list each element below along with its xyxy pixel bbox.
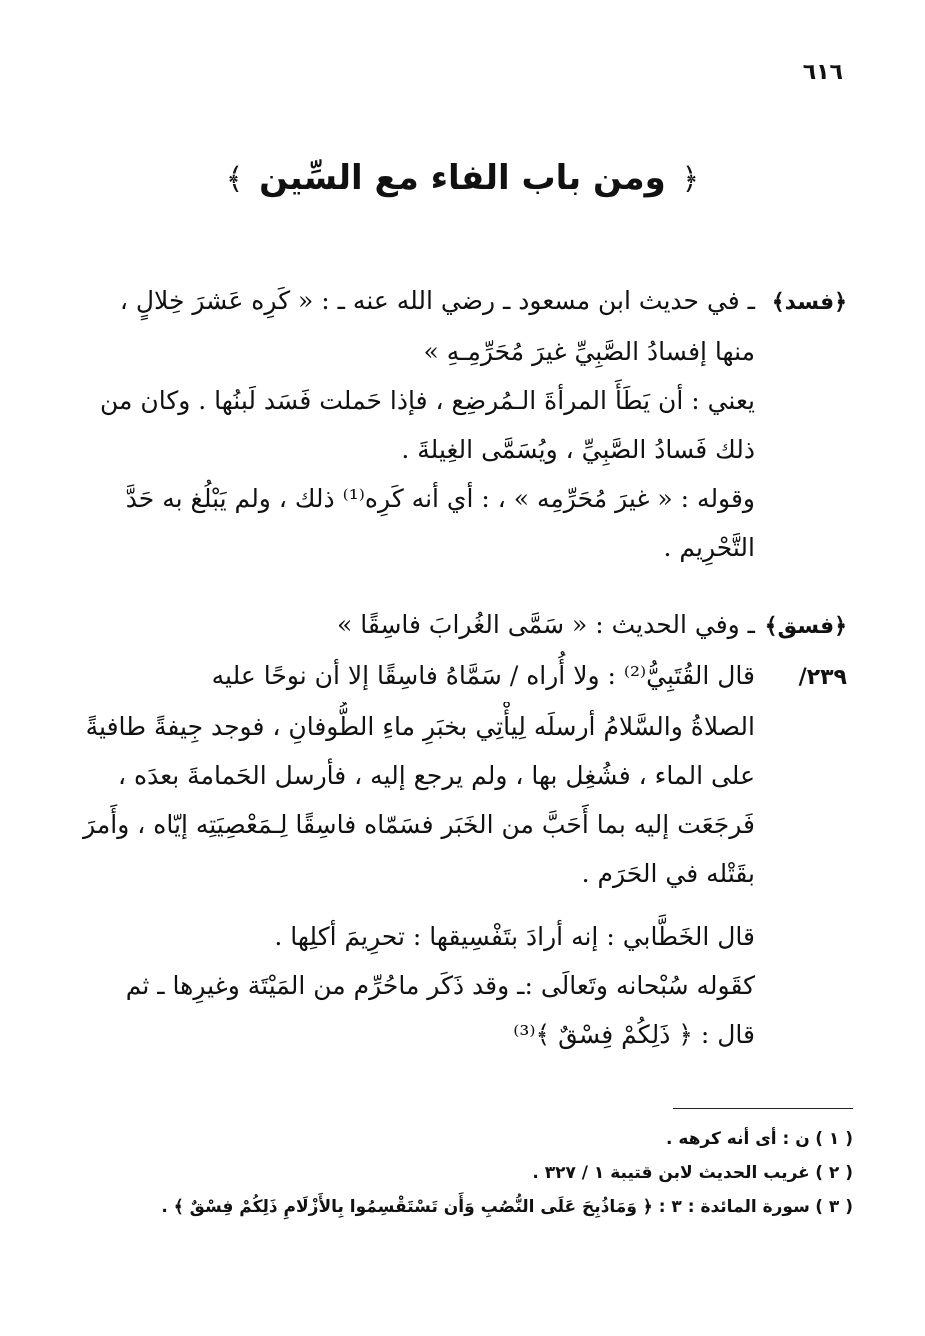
entry-line: منها إفسادُ الصَّبِيِّ غيرَ مُحَرِّمِـهِ » (423, 337, 755, 366)
text-line (77, 327, 847, 376)
text-line (77, 376, 847, 425)
text-line (77, 425, 847, 474)
page-number: ٦١٦ (802, 60, 843, 85)
footnote-number: ( ٣ ) (815, 1197, 853, 1217)
text-line (77, 474, 847, 523)
footnote (73, 1190, 853, 1224)
entry-keyword: ﴿فسد﴾ (771, 290, 847, 315)
text-line (77, 523, 847, 572)
chapter-title-text: ومن باب الفاء مع السِّين (259, 158, 666, 198)
text-line (77, 849, 847, 898)
text-line (77, 800, 847, 849)
folio-marker: ٢٣٩/ (798, 665, 847, 690)
entry-keyword: ﴿فسق﴾ (764, 614, 847, 639)
footnote-divider (673, 1108, 853, 1109)
entry-line: على الماء ، فشُغِل بها ، ولم يرجع إليه ، فأرسل الحَمامةَ بعدَه ، (117, 761, 755, 790)
ornament-open: ﴿ (681, 162, 700, 197)
entry-line: ـ وفي الحديث : « سَمَّى الغُرابَ فاسِقًا » (336, 610, 755, 639)
text-line (77, 751, 847, 800)
entry-line: ـ في حديث ابن مسعود ـ رضي الله عنه ـ : « كَرِه عَشرَ خِلالٍ ، (119, 286, 755, 315)
entry-line: قال القُتَبِيُّ⁽²⁾ : ولا أُراه / سَمَّاهُ فاسِقًا إلا أن نوحًا عليه (211, 661, 755, 690)
ornament-close: ﴾ (225, 162, 244, 197)
footnotes (73, 1122, 853, 1224)
footnote-number: ( ١ ) (815, 1129, 853, 1149)
footnote (73, 1122, 853, 1156)
entry-line: كقَوله سُبْحانه وتَعالَى :ـ وقد ذَكَر ماحُرِّم من المَيْتَة وغيرِها ـ ثم (125, 971, 755, 1000)
footnote (73, 1156, 853, 1190)
footnote-text: ن : أى أنه كرهه . (665, 1129, 810, 1149)
entry-line: التَّحْرِيم . (663, 533, 755, 562)
text-line (77, 961, 847, 1010)
entry-line: فَرجَعَت إليه بما أَحَبَّ من الخَبَر فسَمّاه فاسِقًا لِـمَعْصِيَتِه إيّاه ، وأَمرَ (83, 810, 755, 839)
text-line (77, 1010, 847, 1059)
entry-line: يعني : أن يَطَأَ المرأةَ الـمُرضِع ، فإذا حَملت فَسَد لَبنُها . وكان من (99, 386, 755, 415)
footnote-text: غريب الحديث لابن قتيبة ١ / ٣٢٧ . (532, 1163, 810, 1183)
entry-line: بقَتْله في الحَرَم . (581, 859, 755, 888)
text-line (77, 702, 847, 751)
entry-line: قال الخَطَّابي : إنه أرادَ بتَفْسِيقها : تحرِيمَ أكلِها . (274, 922, 755, 951)
text-line (77, 276, 847, 327)
text-line (77, 912, 847, 961)
text-line (77, 651, 847, 702)
entry-fasad (77, 276, 847, 572)
footnote-number: ( ٢ ) (815, 1163, 853, 1183)
footnote-text: سورة المائدة : ٣ : ﴿ وَمَاذُبِحَ عَلَى النُّصُبِ وَأَن تَسْتَقْسِمُوا بِالأَزْلَامِ ذَلِكُمْ فِسْقٌ ﴾ . (161, 1197, 810, 1217)
entry-line: الصلاةُ والسَّلامُ أرسلَه لِيأْتِي بخبَرِ ماءِ الطُّوفانِ ، فوجد جِيفةً طافيةً (85, 712, 755, 741)
entry-line: ذلك فَسادُ الصَّبِيِّ ، ويُسَمَّى الغِيلةَ . (401, 435, 755, 464)
chapter-title (0, 158, 925, 198)
entry-line: وقوله : « غيرَ مُحَرِّمِه » ، : أي أنه كَرِه⁽¹⁾ ذلك ، ولم يَبْلُغ به حَدَّ (125, 484, 755, 513)
text-line (77, 600, 847, 651)
entry-line: قال : ﴿ ذَلِكُمْ فِسْقٌ ﴾⁽³⁾ (513, 1020, 755, 1049)
entry-fasaq (77, 600, 847, 898)
entry-commentary (77, 912, 847, 1059)
